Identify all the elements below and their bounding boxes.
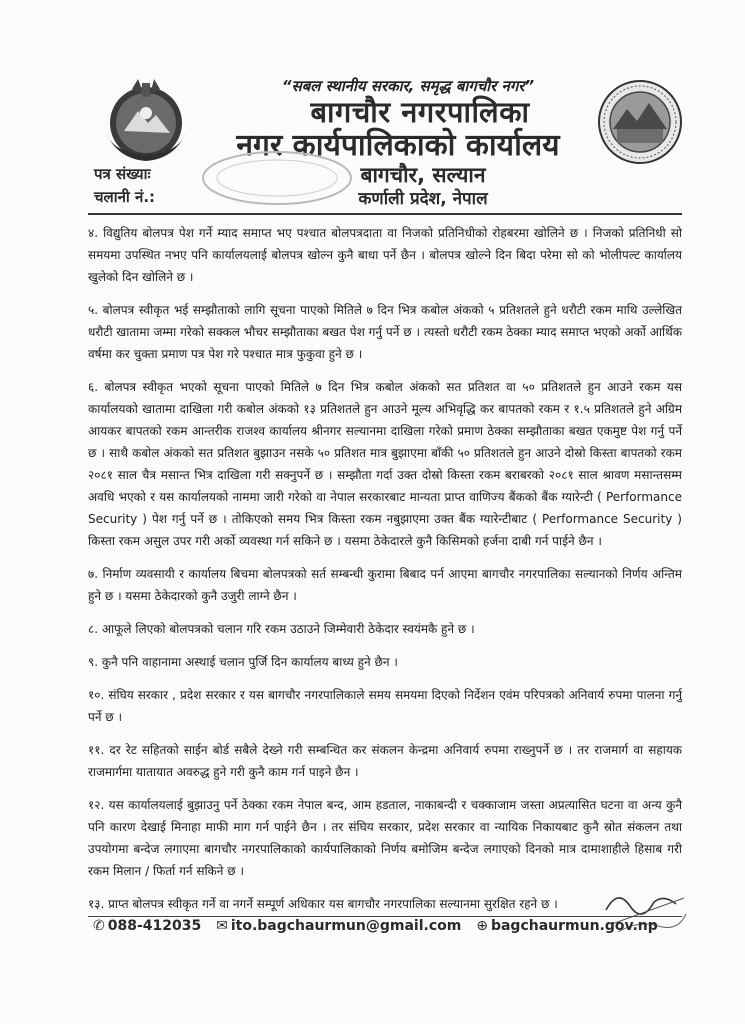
website-url: bagchaurmun.gov.np (490, 918, 658, 934)
municipality-logo (597, 79, 683, 165)
clause-5: ५. बोलपत्र स्वीकृत भई सम्झौताको लागि सूचना पाएको मितिले ७ दिन भित्र कबोल अंकको ५ प्रतिशतले हुने धरौटी रकम माथि उल्लेखित धरौटी खातामा जम्मा गरेको सक्कल भौचर सम्झौताका बखत पेश गर्नु पर्ने छ । त्यस्तो धरौटी रकम ठेक्का म्याद समाप्त भएको अर्को आर्थिक वर्षमा कर चुक्ता प्रमाण पत्र पेश गरे पश्चात मात्र फुकुवा हुने छ । (88, 303, 682, 361)
clause-12: १२. यस कार्यालयलाई बुझाउनु पर्ने ठेक्का रकम नेपाल बन्द, आम हडताल, नाकाबन्दी र चक्काजाम जस्ता अप्रत्यासित घटना वा अन्य कुनै पनि कारण देखाई मिनाहा माफी माग गर्न पाईने छैन । तर संघिय सरकार, प्रदेश सरकार वा न्यायिक निकायबाट कुनै स्रोत संकलन तथा उपयोगमा बन्देज लगाएमा बागचौर नगरपालिकाको कार्यपालिकाको निर्णय बमोजिम बन्देज लगाएको दिनको मात्र दामाशाहीले हिसाब गरी रकम मिलान / फिर्ता गर्न सकिने छ । (88, 798, 682, 878)
clause-9: ९. कुनै पनि वाहानामा अस्थाई चलान पुर्जि दिन कार्यालय बाध्य हुने छैन । (88, 655, 398, 669)
clause-8: ८. आफूले लिएको बोलपत्रको चलान गरि रकम उठाउने जिम्मेवारी ठेकेदार स्वयंमकै हुने छ । (88, 622, 475, 636)
clause-13: १३. प्राप्त बोलपत्र स्वीकृत गर्ने वा नगर्ने सम्पूर्ण अधिकार यस बागचौर नगरपालिका सल्यानमा सुरक्षित रहने छ । (88, 897, 558, 911)
office-name: नगर कार्यपालिकाको कार्यालय (236, 128, 560, 163)
clause-10: १०. संघिय सरकार , प्रदेश सरकार र यस बागचौर नगरपालिकाले समय समयमा दिएको निर्देशन एवंम परिपत्रको अनिवार्य रुपमा पालना गर्नु पर्ने छ । (88, 688, 682, 724)
address-line-2: कर्णाली प्रदेश, नेपाल (358, 189, 488, 209)
website-contact (476, 918, 658, 934)
mail-icon: ✉ (216, 918, 228, 934)
clause-6: ६. बोलपत्र स्वीकृत भएको सूचना पाएको मितिले ७ दिन भित्र कबोल अंकको सत प्रतिशत वा ५० प्रतिशतले हुन आउने रकम यस कार्यालयको खातामा दाखिला गरी कबोल अंकको १३ प्रतिशतले हुन आउने मूल्य अभिवृद्धि कर बापतको रकम र १.५ प्रतिशतले हुने अग्रिम आयकर बापतको रकम आन्तरीक राजश्व कार्यालय श्रीनगर सल्यानमा दाखिला गरेको प्रमाण ठेक्का सम्झौताका बखत एकमुष्ट पेश गर्नु पर्ने छ । साथै कबोल अंकको सत प्रतिशत बुझाउन नसके ५० प्रतिशत मात्र बुझाएमा बाँकी ५० प्रतिशतले हुन आउने दोस्रो किस्ता बापतको रकम २०८१ साल चैत्र मसान्त भित्र दाखिला गरी सक्नुपर्ने छ । सम्झौता गर्दा उक्त दोस्रो किस्ता रकम बराबरको २०८१ साल श्रावण मसान्तसम्म अवधि भएको र यस कार्यालयको नाममा जारी गरेको वा नेपाल सरकारबाट मान्यता प्राप्त वाणिज्य बैंकको बैंक ग्यारेन्टी ( Performance Security ) पेश गर्नु पर्ने छ । तोकिएको समय भित्र किस्ता रकम नबुझाएमा उक्त बैंक ग्यारेन्टीबाट ( Performance Security ) किस्ता रकम असुल उपर गरी अर्को व्यवस्था गर्न सकिने छ । यसमा ठेकेदारले कुनै किसिमको हर्जना दाबी गर्न पाईने छैन । (88, 380, 682, 548)
contact-footer (93, 918, 693, 934)
document-body (88, 222, 682, 926)
clause-11: ११. दर रेट सहितको साईन बोर्ड सबैले देख्ने गरी सम्बन्धित कर संकलन केन्द्रमा अनिवार्य रुपमा राख्नुपर्ने छ । तर राजमार्ग वा सहायक राजमार्गमा यातायात अवरुद्ध हुने गरी कुनै काम गर्न पाइने छैन । (88, 743, 682, 779)
address-line-1: बागचौर, सल्यान (360, 163, 486, 187)
clause-4: ४. विद्युतिय बोलपत्र पेश गर्ने म्याद समाप्त भए पश्चात बोलपत्रदाता वा निजको प्रतिनिधीको रोहबरमा खोलिने छ । निजको प्रतिनिधी सो समयमा उपस्थित नभए पनि कार्यालयलाई बोलपत्र खोल्न कुनै बाधा पर्ने छैन । बोलपत्र खोल्ने दिन बिदा परेमा सो को भोलीपल्ट कार्यालय खुलेको दिन खोलिने छ । (88, 226, 682, 284)
email-address: ito.bagchaurmun@gmail.com (230, 918, 462, 934)
footer-divider (88, 916, 682, 917)
nepal-emblem-logo (98, 73, 194, 165)
clause-7: ७. निर्माण व्यवसायी र कार्यालय बिचमा बोलपत्रको सर्त सम्बन्धी कुरामा बिबाद पर्न आएमा बागचौर नगरपालिका सल्यानको निर्णय अन्तिम हुने छ । यसमा ठेकेदारको कुनै उजुरी लाग्ने छैन । (88, 567, 682, 603)
dispatch-number-label: चलानी नं.: (94, 188, 156, 206)
globe-icon: ⊕ (476, 918, 488, 934)
municipality-name: बागचौर नगरपालिका (310, 95, 530, 129)
slogan: “सबल स्थानीय सरकार, समृद्ध बागचौर नगर” (281, 77, 535, 95)
phone-icon: ✆ (93, 918, 105, 934)
phone-contact (93, 918, 201, 934)
email-contact (216, 918, 461, 934)
phone-number: 088-412035 (107, 918, 202, 934)
header-divider (88, 213, 682, 215)
letter-number-label: पत्र संख्याः (94, 165, 151, 183)
